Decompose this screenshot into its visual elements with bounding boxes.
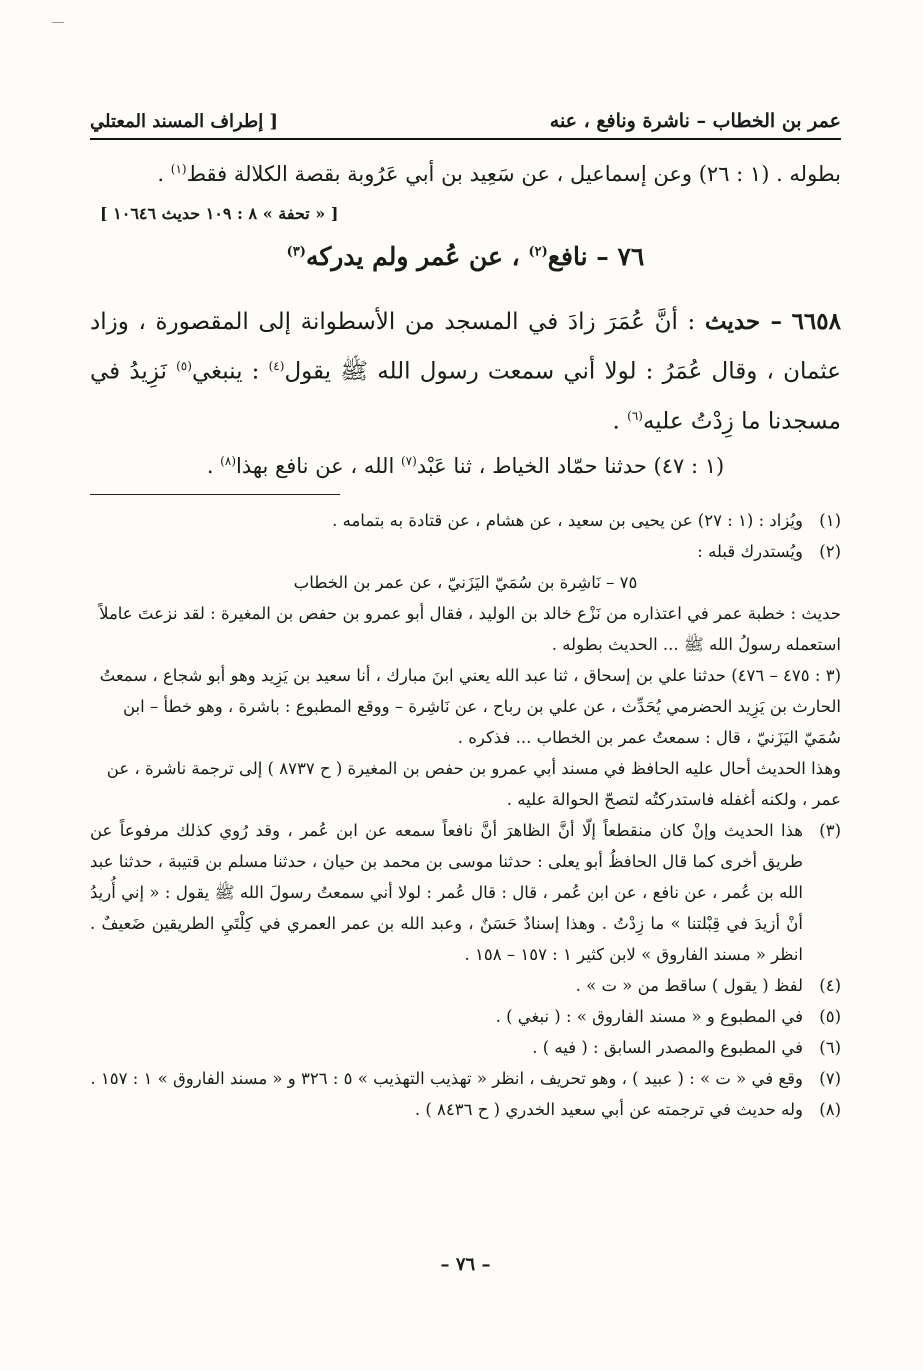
- footnotes: [90, 505, 841, 1125]
- footnote-number: (٤): [819, 976, 841, 995]
- isnad-line: [90, 454, 841, 478]
- hadith-label: – حديث: [704, 308, 782, 335]
- footnote-mark: (١): [170, 162, 187, 176]
- footnote-mark: (٧): [400, 454, 417, 468]
- footnote-text: في المطبوع والمصدر السابق : ( فيه ) .: [532, 1038, 803, 1057]
- footnote-number: (٧): [819, 1069, 841, 1088]
- footnote: [90, 1063, 841, 1094]
- hadith-text: : أنَّ عُمَرَ زادَ في المسجد من الأسطوانة إلى المقصورة ، وزاد عثمان ، وقال عُمَرُ : لولا أني سمعت رسول الله ﷺ يقول: [90, 309, 841, 385]
- footnote: [90, 505, 841, 536]
- footnote: [90, 1032, 841, 1063]
- section-rest: ، عن عُمر ولم يدركه: [305, 242, 529, 271]
- footnote-number: (٥): [819, 1007, 841, 1026]
- running-title: عمر بن الخطاب – ناشرة ونافع ، عنه: [549, 110, 841, 132]
- inserted-paragraph: وهذا الحديث أحال عليه الحافظ في مسند أبي عمرو بن حفص بن المغيرة ( ح ٨٧٣٧ ) إلى ترجمة ناشرة ، عن عمر ، ولكنه أغفله فاستدركتُه لتصحّ الحوالة عليه .: [106, 759, 841, 809]
- continuation-line: [90, 162, 841, 186]
- footnote: [90, 815, 841, 970]
- footnote: [90, 1001, 841, 1032]
- footnote-number: (٣): [819, 821, 841, 840]
- section-name: – نافع: [547, 242, 609, 271]
- inserted-paragraph: حديث : خطبة عمر في اعتذاره من نَزْع خالد بن الوليد ، فقال أبو عمرو بن حفص بن المغيرة : لقد نزعتَ عاملاً استعمله رسولُ الله ﷺ ... الحديث بطوله .: [99, 604, 841, 654]
- footnote-separator: [90, 494, 340, 495]
- footnote-text: ويُزاد : (١ : ٢٧) عن يحيى بن سعيد ، عن هشام ، عن قتادة به بتمامه .: [332, 511, 803, 530]
- footnote-number: (٦): [819, 1038, 841, 1057]
- inserted-paragraph: (٣ : ٤٧٥ – ٤٧٦) حدثنا علي بن إسحاق ، ثنا عبد الله يعني ابنَ مبارك ، أنا سعيد بن يَزِيد وهو أبو شجاع ، سمعتُ الحارث بن يَزِيد الحضرمي يُحَدِّث ، عن علي بن رباح ، عن نَاشِرة – ووقع المطبوع : باشرة ، وهو خطأ – ابن سُمَيّ اليَزَنيّ ، قال : سمعتُ عمر بن الخطاب ... فذكره .: [99, 666, 841, 747]
- footnote-number: (١): [819, 511, 841, 530]
- page: [90, 0, 841, 1370]
- footnote-text: هذا الحديث وإنْ كان منقطعاً إلّا أنَّ الظاهرَ أنَّ نافعاً سمعه عن ابن عُمر ، وقد رُوي كذلك مرفوعاً عن طريق أخرى كما قال الحافظُ أبو يعلى : حدثنا موسى بن محمد بن حيان ، حدثنا مسلم بن قتيبة ، حدثنا عبد الله بن عُمر ، عن نافع ، عن ابن عُمر ، قال : قال عُمر : لولا أني سمعتُ رسولَ الله ﷺ يقول : « إني أُريدُ أنْ أزيدَ في قِبْلتنا » ما زِدْتُ . وهذا إسنادٌ حَسَنٌ ، وعبد الله بن عمر العمري في كِلْتَيِ الطريقين ضَعيفٌ . انظر « مسند الفاروق » لابن كثير ١ : ١٥٧ – ١٥٨ .: [90, 821, 803, 964]
- section-number: ٧٦: [617, 242, 645, 271]
- footnote-mark: (٢): [528, 244, 548, 260]
- hadith-text: : ينبغي: [191, 358, 269, 385]
- footnote-mark: (٦): [627, 408, 643, 423]
- hadith-text: نَزِيدُ في مسجدنا ما زِدْتُ عليه: [90, 358, 841, 435]
- footnote: [90, 970, 841, 1001]
- book-title: [ إطراف المسند المعتلي: [90, 111, 279, 132]
- continuation-tail: .: [157, 162, 171, 186]
- footnote-mark: (٨): [220, 454, 236, 468]
- running-header: [90, 96, 841, 140]
- isnad-text: .: [206, 454, 221, 478]
- page-number: – ٧٦ –: [440, 1254, 491, 1275]
- footnote-text: في المطبوع و « مسند الفاروق » : ( نبغي ) .: [495, 1007, 803, 1026]
- footnote: [90, 536, 841, 567]
- footnote-mark: (٤): [268, 359, 285, 373]
- footnote-text: وله حديث في ترجمته عن أبي سعيد الخدري ( ح ٨٤٣٦ ) .: [414, 1100, 803, 1119]
- tuhfa-reference: [ « تحفة » ٨ : ١٠٩ حديث ١٠٦٤٦ ]: [100, 204, 339, 223]
- footnote: [90, 1094, 841, 1125]
- hadith-text: .: [612, 408, 628, 435]
- isnad-text: الله ، عن نافع بهذا: [236, 454, 401, 478]
- footnote-mark: (٥): [176, 359, 192, 373]
- section-title: [90, 242, 841, 271]
- footnote-number: (٢): [819, 542, 841, 561]
- isnad-text: (١ : ٤٧) حدثنا حمّاد الخياط ، ثنا عَبْد: [416, 454, 725, 478]
- hadith-number: ٦٦٥٨: [791, 308, 841, 335]
- footnote-text: لفظ ( يقول ) ساقط من « ت » .: [575, 976, 803, 995]
- footnote-text: ويُستدرك قبله :: [697, 542, 803, 561]
- scan-mark: [52, 22, 64, 23]
- footnote-number: (٨): [819, 1100, 841, 1119]
- footnote-mark: (٣): [286, 244, 306, 260]
- footnote-text: وقع في « ت » : ( عبيد ) ، وهو تحريف ، انظر « تهذيب التهذيب » ٥ : ٣٢٦ و « مسند الفاروق » ١ : ١٥٧ .: [90, 1069, 803, 1088]
- continuation-text: بطوله . (١ : ٢٦) وعن إسماعيل ، عن سَعِيد بن أبي عَرُوبة بقصة الكلالة فقط: [186, 162, 841, 186]
- hadith-paragraph: [90, 300, 841, 443]
- inserted-heading: ٧٥ – نَاشِرة بن سُمَيّ اليَزَنيّ ، عن عمر بن الخطاب: [293, 573, 638, 592]
